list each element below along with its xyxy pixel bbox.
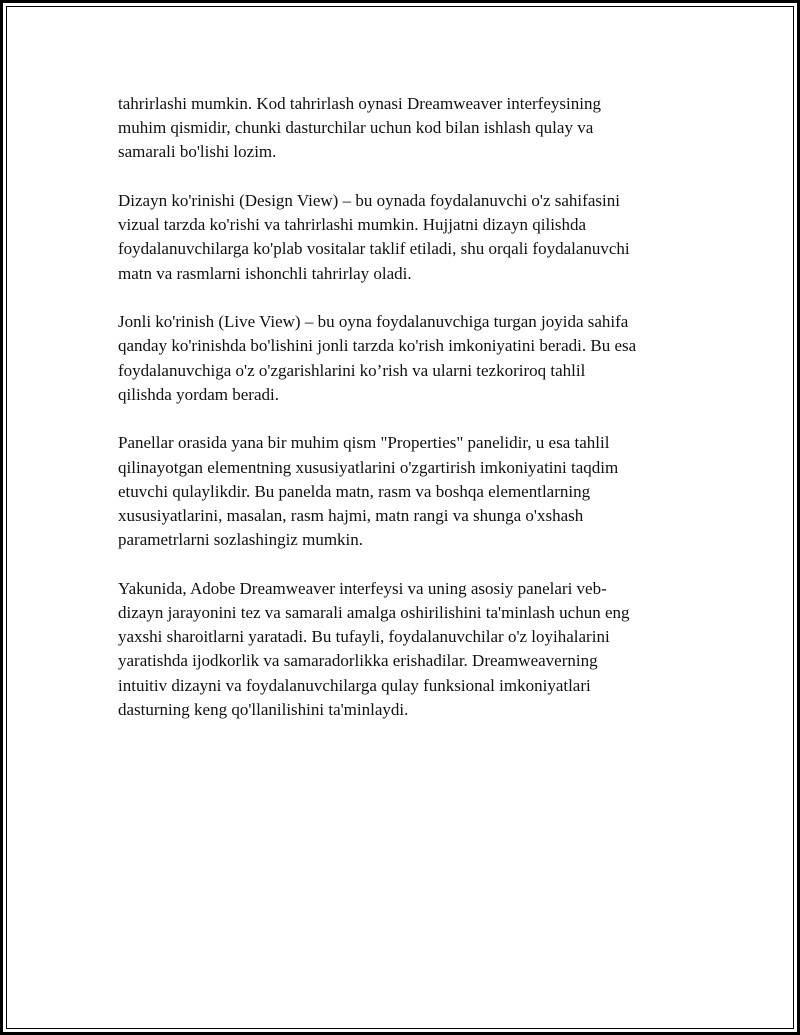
paragraph-conclusion: Yakunida, Adobe Dreamweaver interfeysi va uning asosiy panelari veb- dizayn jarayonini tez va samarali amalga oshirilishini ta'minlash uchun eng yaxshi sharoitlarni yaratadi. Bu tufayli, foydalanuvchilar o'z loyihalarini yaratishda ijodkorlik va samaradorlikka erishadilar. Dreamweaverning intuitiv dizayni va foydalanuvchilarga qulay funksional imkoniyatlari dasturning keng qo'llanilishini ta'minlaydi.: [118, 578, 630, 719]
paragraph-live-view: Jonli ko'rinish (Live View) – bu oyna foydalanuvchiga turgan joyida sahifa qanday ko'rinishda bo'lishini jonli tarzda ko'rish imkoniyatini beradi. Bu esa foydalanuvchiga o'z o'zgarishlarini ko’rish va ularni tezkoriroq tahlil qilishda yordam beradi.: [118, 312, 637, 404]
paragraph-code-view-end: tahrirlashi mumkin. Kod tahrirlash oynasi Dreamweaver interfeysining muhim qismidir, chunki dasturchilar uchun kod bilan ishlash qulay va samarali bo'lishi lozim.: [118, 94, 601, 162]
document-body: [118, 92, 698, 746]
paragraph-design-view: Dizayn ko'rinishi (Design View) – bu oynada foydalanuvchi o'z sahifasini vizual tarzda ko'rishi va tahrirlashi mumkin. Hujjatni dizayn qilishda foydalanuvchilarga ko'plab vositalar taklif etiladi, shu orqali foydalanuvchi matn va rasmlarni ishonchli tahrirlay oladi.: [118, 191, 630, 283]
paragraph-properties-panel: Panellar orasida yana bir muhim qism "Properties" panelidir, u esa tahlil qilinayotgan elementning xususiyatlarini o'zgartirish imkoniyatini taqdim etuvchi qulaylikdir. Bu panelda matn, rasm va boshqa elementlarning xususiyatlarini, masalan, rasm hajmi, matn rangi va shunga o'xshash parametrlarni sozlashingiz mumkin.: [118, 433, 619, 550]
